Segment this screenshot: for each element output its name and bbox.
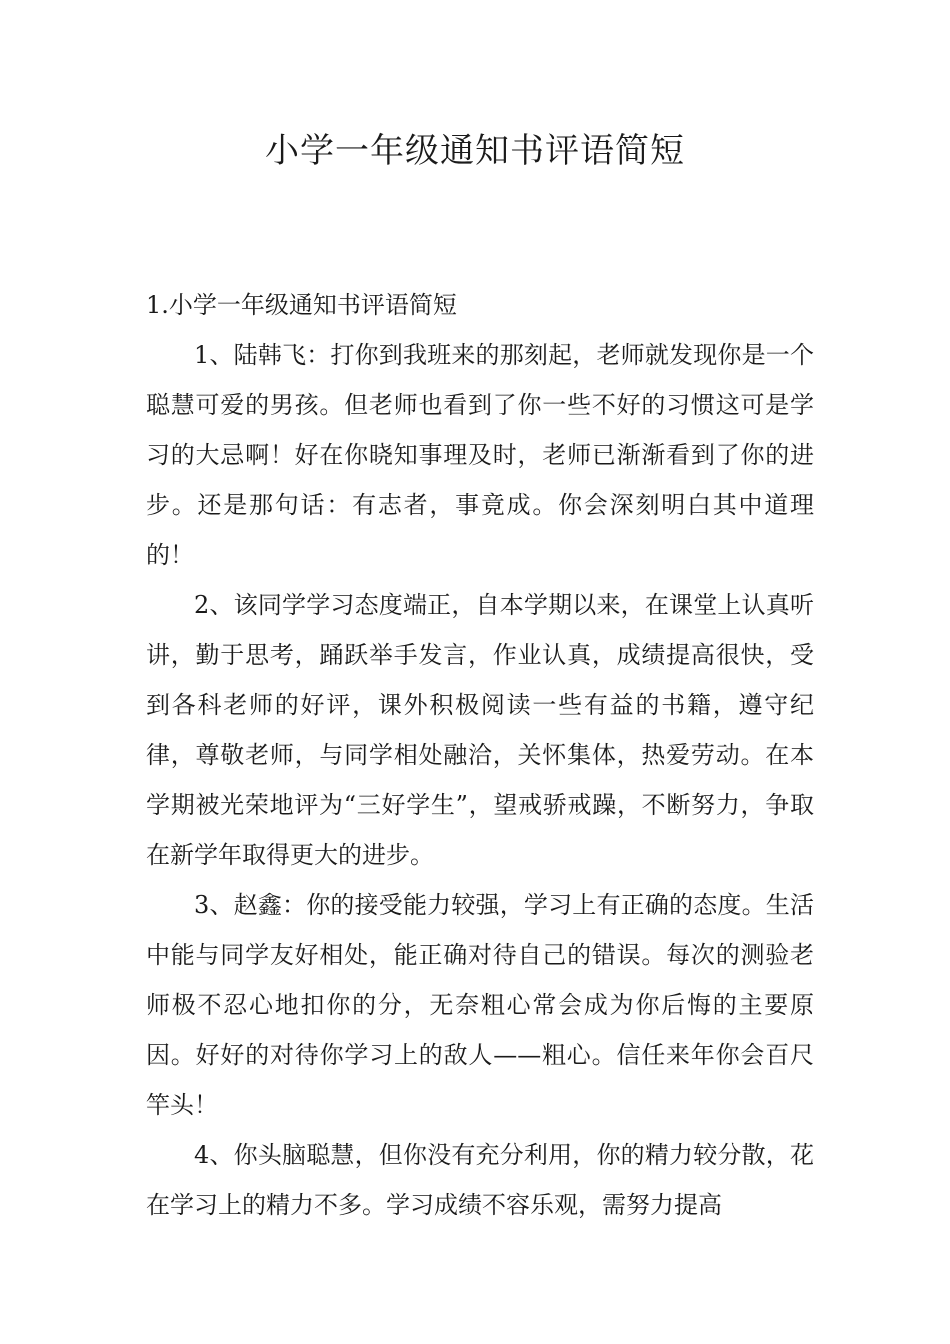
- comment-paragraph-3: 3、赵鑫：你的接受能力较强，学习上有正确的态度。生活中能与同学友好相处，能正确对待自己的错误。每次的测验老师极不忍心地扣你的分，无奈粗心常会成为你后悔的主要原因。好好的对待你学习上的敌人——粗心。信任来年你会百尺竿头！: [146, 891, 814, 1119]
- document-body: [146, 280, 814, 1230]
- comment-paragraph-4: 4、你头脑聪慧，但你没有充分利用，你的精力较分散，花在学习上的精力不多。学习成绩不容乐观，需努力提高: [146, 1141, 814, 1219]
- document-title: 小学一年级通知书评语简短: [265, 131, 685, 171]
- comment-paragraph-2: 2、该同学学习态度端正，自本学期以来，在课堂上认真听讲，勤于思考，踊跃举手发言，作业认真，成绩提高很快，受到各科老师的好评，课外积极阅读一些有益的书籍，遵守纪律，尊敬老师，与同学相处融洽，关怀集体，热爱劳动。在本学期被光荣地评为“三好学生”，望戒骄戒躁，不断努力，争取在新学年取得更大的进步。: [146, 591, 814, 869]
- section-heading: 1.小学一年级通知书评语简短: [146, 291, 457, 319]
- comment-paragraph-1: 1、陆韩飞：打你到我班来的那刻起，老师就发现你是一个聪慧可爱的男孩。但老师也看到了你一些不好的习惯这可是学习的大忌啊！好在你晓知事理及时，老师已渐渐看到了你的进步。还是那句话：有志者，事竟成。你会深刻明白其中道理的！: [146, 341, 814, 569]
